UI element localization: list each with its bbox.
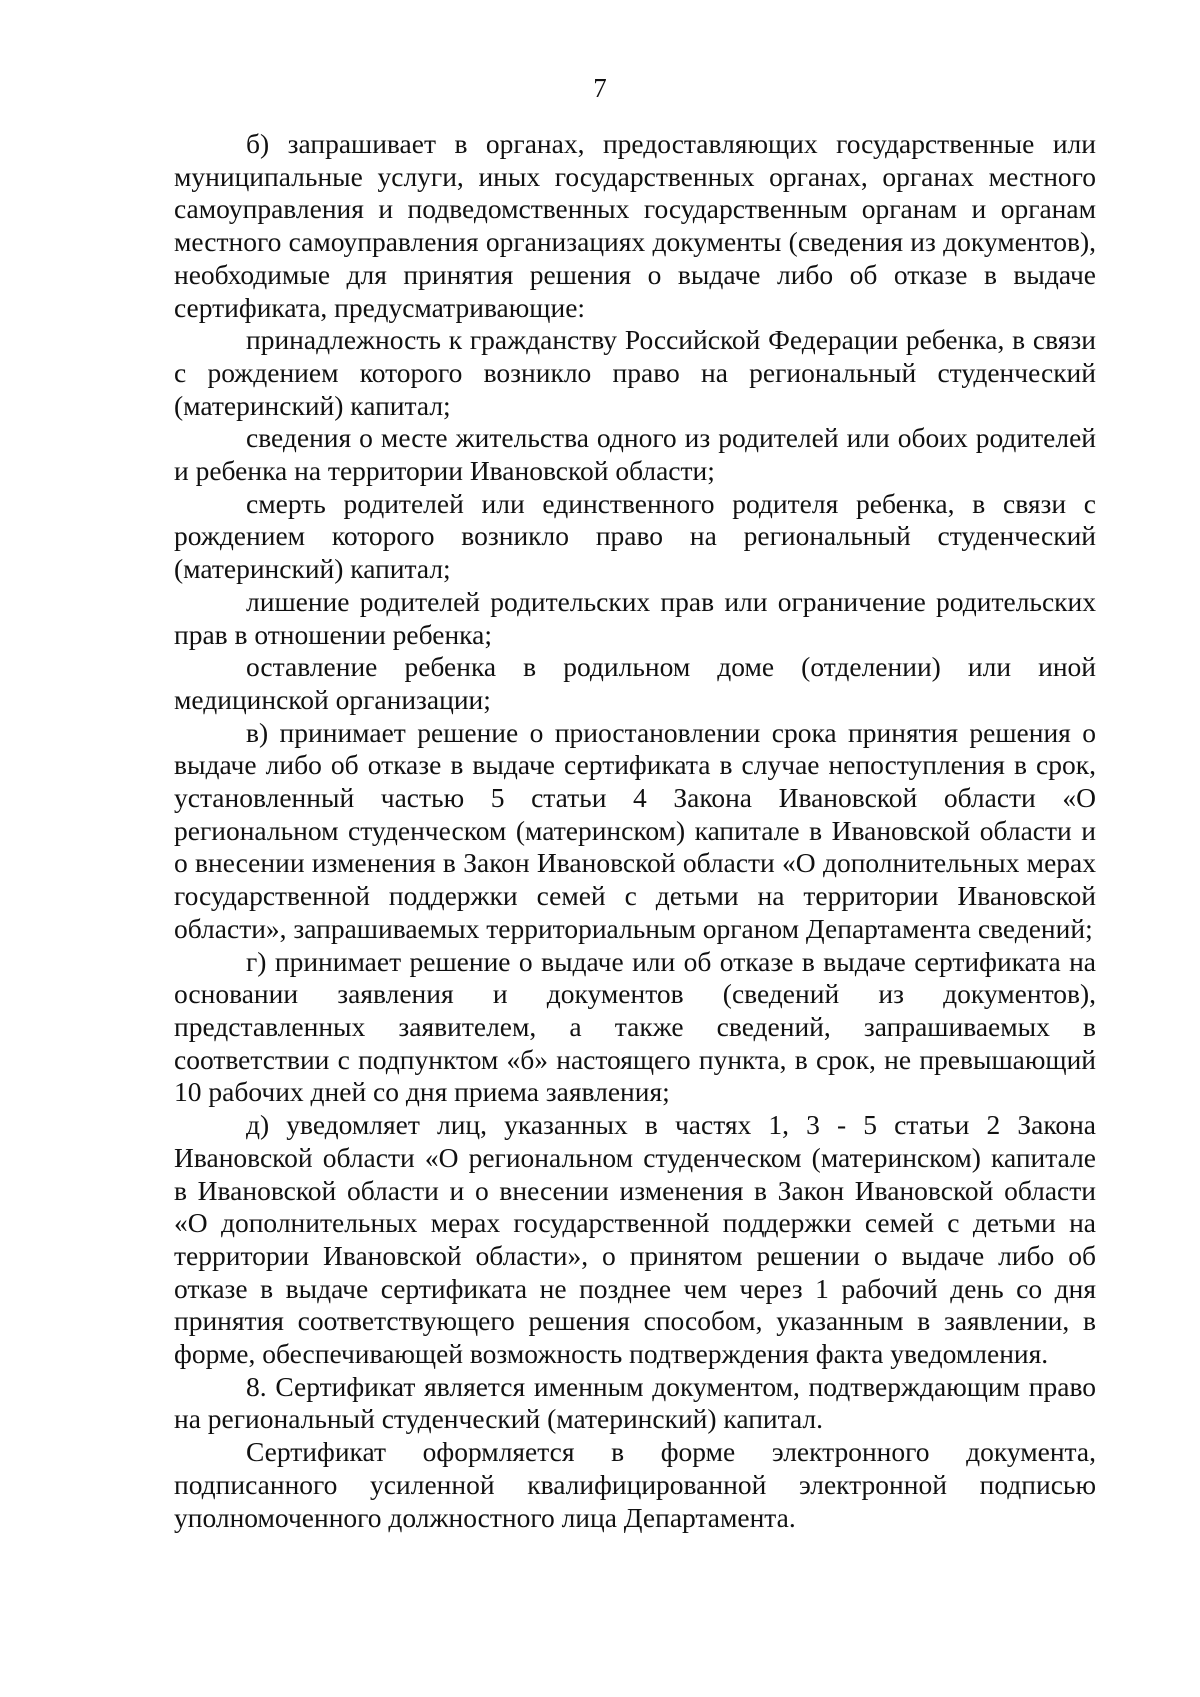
paragraph-d-notification: д) уведомляет лиц, указанных в частях 1, 3 - 5 статьи 2 Закона Ивановской области «О региональном студенческом (материнском) капитале в Ивановской области и о внесении изменения в Закон Ивановской области «О дополнительных мерах государственной поддержки семей с детьми на территории Ивановской области», о принятом решении о выдаче либо об отказе в выдаче сертификата не позднее чем через 1 рабочий день со дня принятия соответствующего решения способом, указанным в заявлении, в форме, обеспечивающей возможность подтверждения факта уведомления. xyxy=(174,1109,1096,1370)
paragraph-b-request-documents: б) запрашивает в органах, предоставляющих государственные или муниципальные услуги, иных государственных органах, органах местного самоуправления и подведомственных государственным органам и органам местного самоуправления организациях документы (сведения из документов), необходимые для принятия решения о выдаче либо об отказе в выдаче сертификата, предусматривающие: xyxy=(174,128,1096,323)
paragraph-certificate-form: Сертификат оформляется в форме электронного документа, подписанного усиленной квалифицированной электронной подписью уполномоченного должностного лица Департамента. xyxy=(174,1436,1096,1533)
paragraph-parent-death: смерть родителей или единственного родителя ребенка, в связи с рождением которого возникло право на региональный студенческий (материнский) капитал; xyxy=(174,487,1096,585)
paragraph-deprivation-of-rights: лишение родителей родительских прав или ограничение родительских прав в отношении ребенка; xyxy=(174,585,1096,650)
paragraph-g-decision: г) принимает решение о выдаче или об отказе в выдаче сертификата на основании заявления и документов (сведений из документов), представленных заявителем, а также сведений, запрашиваемых в соответствии с подпунктом «б» настоящего пункта, в срок, не превышающий 10 рабочих дней со дня приема заявления; xyxy=(174,945,1096,1108)
paragraph-abandonment: оставление ребенка в родильном доме (отделении) или иной медицинской организации; xyxy=(174,651,1096,715)
page-number: 7 xyxy=(593,73,607,103)
paragraph-citizenship: принадлежность к гражданству Российской Федерации ребенка, в связи с рождением которого возникло право на региональный студенческий (материнский) капитал; xyxy=(174,324,1096,421)
paragraph-v-suspension: в) принимает решение о приостановлении срока принятия решения о выдаче либо об отказе в выдаче сертификата в случае непоступления в срок, установленный частью 5 статьи 4 Закона Ивановской области «О региональном студенческом (материнском) капитале в Ивановской области и о внесении изменения в Закон Ивановской области «О дополнительных мерах государственной поддержки семей с детьми на территории Ивановской области», запрашиваемых территориальным органом Департамента сведений; xyxy=(174,716,1096,944)
paragraph-residence: сведения о месте жительства одного из родителей или обоих родителей и ребенка на территории Ивановской области; xyxy=(174,422,1096,487)
paragraph-8-certificate: 8. Сертификат является именным документом, подтверждающим право на региональный студенческий (материнский) капитал. xyxy=(174,1370,1096,1435)
document-body xyxy=(174,128,1096,1534)
